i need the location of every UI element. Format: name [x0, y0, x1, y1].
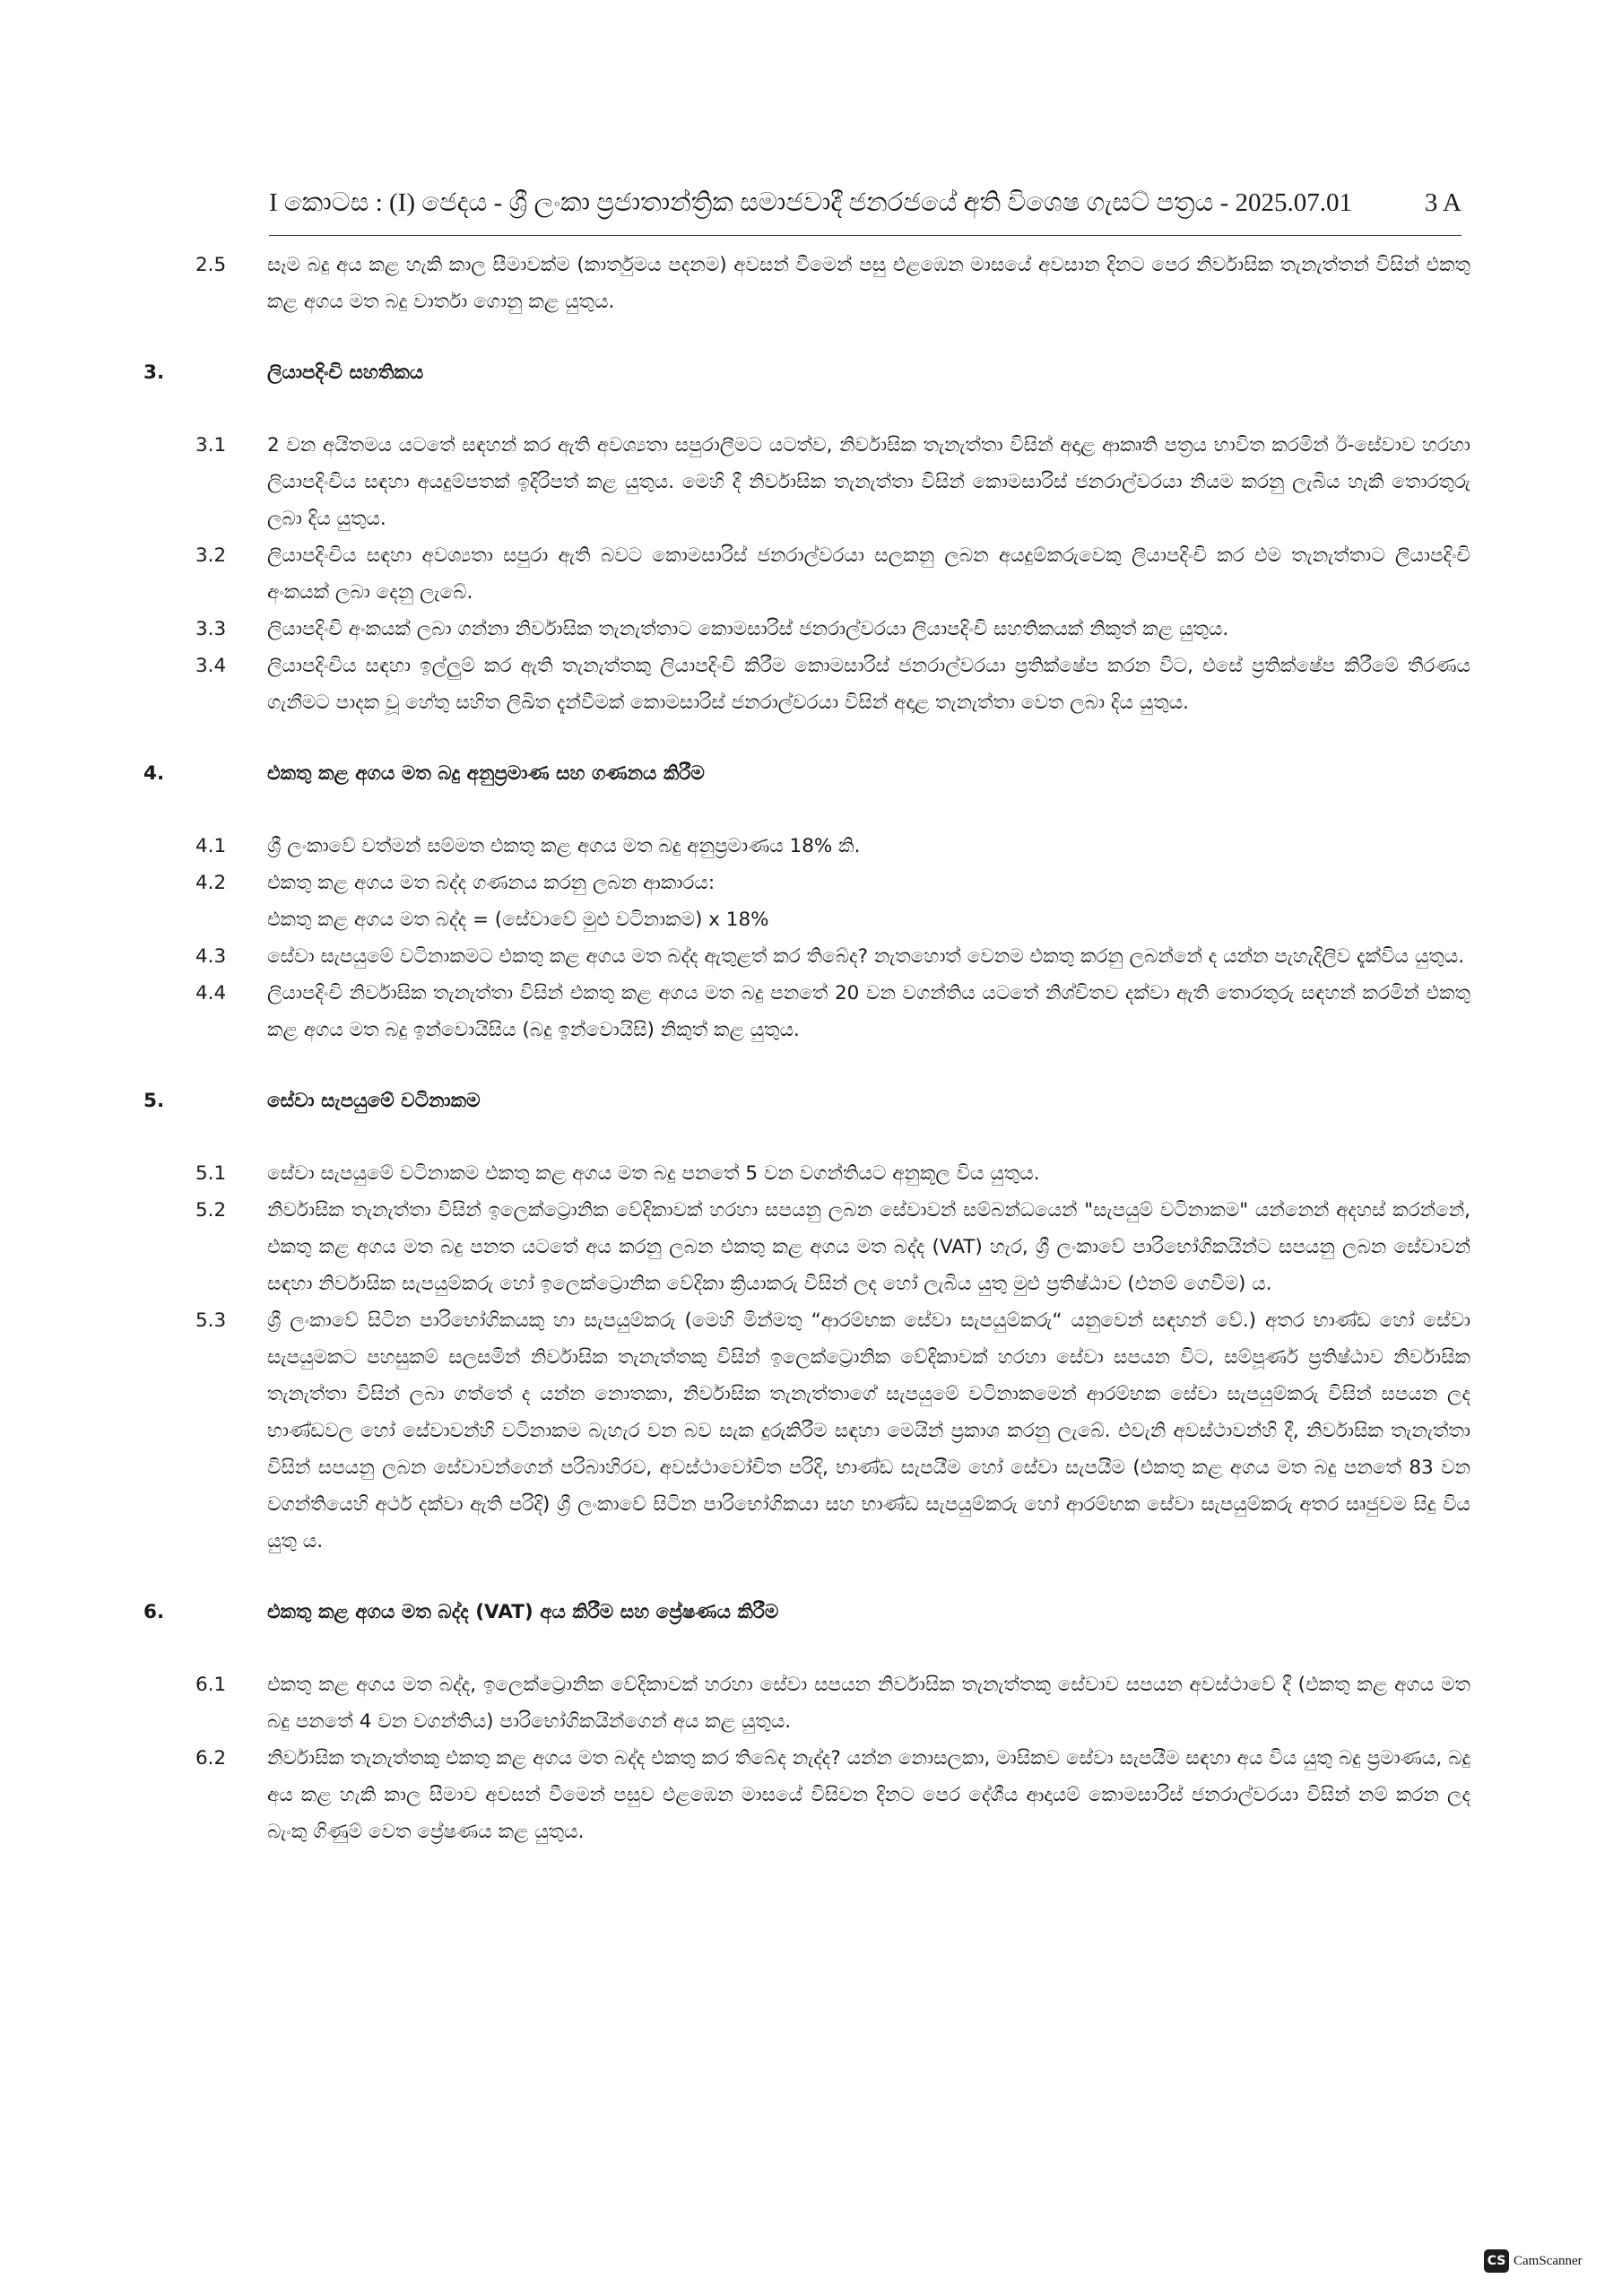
clause-item	[143, 427, 1470, 537]
clause-text: නිර්වාසික තැනැත්තකු එකතු කළ අගය මත බද්ද එකතු කර තිබේද නැද්ද? යන්න නොසලකා, මාසිකව සේවා සැපයීම සඳහා අය විය යුතු බදු ප්‍රමාණය, බදු අය කළ හැකි කාල සීමාව අවසන් වීමෙන් පසුව එළඹෙන මාසයේ විසිවන දිනට පෙර දේශීය ආදායම් කොමසාරිස් ජනරාල්වරයා විසින් නම් කරන ලද බැංකු ගිණුම් වෙත ප්‍රේෂණය කළ යුතුය.	[267, 1747, 1470, 1843]
clause-text: සේවා සැපයුමේ වටිනාකමට එකතු කළ අගය මත බද්ද ඇතුළත් කර තිබේද? නැතහොත් වෙනම එකතු කරනු ලබන්නේ ද යන්න පැහැදිලිව දැක්විය යුතුය.	[267, 945, 1465, 968]
clause-number: 3.2	[195, 544, 227, 567]
page-header	[269, 188, 1462, 218]
document-body	[143, 247, 1470, 1850]
clause-number: 5.1	[195, 1162, 227, 1185]
clause-text: ලියාපදිංචි අංකයක් ලබා ගන්නා නිර්වාසික තැනැත්තාට කොමසාරිස් ජනරාල්වරයා ලියාපදිංචි සහතිකයක් නිකුත් කළ යුතුය.	[267, 618, 1229, 640]
clause-text: සෑම බදු අය කළ හැකි කාල සීමාවක්ම (කාර්තුමය පදනම) අවසන් වීමෙන් පසු එළඹෙන මාසයේ අවසාන දිනට පෙර නිර්වාසික තැනැත්තන් විසින් එකතු කළ අගය මත බදු වාර්තා ගොනු කළ යුතුය.	[267, 254, 1470, 313]
clause-text: ලියාපදිංචිය සඳහා අවශ්‍යතා සපුරා ඇති බවට කොමසාරිස් ජනරාල්වරයා සලකනු ලබන අයදුම්කරුවෙකු ලියාපදිංචි කර එම තැනැත්තාට ලියාපදිංචි අංකයක් ලබා දෙනු ලැබේ.	[267, 544, 1470, 604]
clause-number: 3.3	[195, 618, 227, 640]
clause-item	[143, 901, 1470, 938]
camscanner-label: CamScanner	[1514, 2253, 1583, 2268]
clause-text: ශ්‍රී ලංකාවේ වත්මන් සම්මත එකතු කළ අගය මත බදු අනුප්‍රමාණය 18% කි.	[267, 835, 861, 857]
clause-item	[143, 1155, 1470, 1192]
clause-text: 2 වන අයිතමය යටතේ සඳහන් කර ඇති අවශ්‍යතා සපුරාලීමට යටත්ව, නිර්වාසික තැනැත්තා විසින් අදාළ ආකෘති පත්‍රය භාවිත කරමින් ඊ-සේවාව හරහා ලියාපදිංචිය සඳහා අයදුම්පතක් ඉදිරිපත් කළ යුතුය. මෙහි දී නිර්වාසික තැනැත්තා විසින් කොමසාරිස් ජනරාල්වරයා නියම කරනු ලැබිය හැකි තොරතුරු ලබා දිය යුතුය.	[267, 434, 1470, 530]
clause-text: එකතු කළ අගය මත බද්ද = (සේවාවේ මුළු වටිනාකම) x 18%	[267, 909, 769, 931]
clause-number: 4.3	[195, 945, 227, 968]
clause-text: සේවා සැපයුමේ වටිනාකම එකතු කළ අගය මත බදු පනතේ 5 වන වගන්තියට අනුකූල විය යුතුය.	[267, 1162, 1040, 1185]
clause-number: 2.5	[195, 254, 227, 276]
clause-item	[143, 1302, 1470, 1560]
section-number: 5.	[143, 1090, 165, 1112]
clause-number	[143, 901, 267, 938]
clause-number: 5.3	[195, 1309, 227, 1332]
clause-text: එකතු කළ අගය මත බද්ද, ඉලෙක්ට්‍රොනික වේදිකාවක් හරහා සේවා සපයන නිර්වාසික තැනැත්තකු සේවාව සපයන අවස්ථාවේ දී (එකතු කළ අගය මත බදු පනතේ 4 වන වගන්තිය) පාරිභෝගිකයින්ගෙන් අය කළ යුතුය.	[267, 1674, 1470, 1733]
section-title: එකතු කළ අගය මත බදු අනුප්‍රමාණ සහ ගණනය කිරීම	[267, 762, 705, 785]
clause-number: 5.2	[195, 1199, 227, 1222]
clause-item	[143, 865, 1470, 901]
section-number: 3.	[143, 361, 165, 384]
clause-text: එකතු කළ අගය මත බද්ද ගණනය කරනු ලබන ආකාරය:	[267, 872, 716, 894]
section-title: සේවා සැපයුමේ වටිනාකම	[267, 1090, 481, 1112]
clause-number: 6.1	[195, 1674, 227, 1696]
clause-item	[143, 537, 1470, 611]
header-divider	[269, 235, 1462, 236]
clause-number: 4.4	[195, 982, 227, 1004]
section-number: 4.	[143, 762, 165, 785]
clause-number: 4.2	[195, 872, 227, 894]
clause-text: ලියාපදිංචිය සඳහා ඉල්ලුම් කර ඇති තැනැත්තකු ලියාපදිංචි කිරීම කොමසාරිස් ජනරාල්වරයා ප්‍රතික්ෂේප කරන විට, එසේ ප්‍රතික්ෂේප කිරීමේ තීරණය ගැනීමට පාදක වූ හේතු සහිත ලිඛිත දැන්වීමක් කොමසාරිස් ජනරාල්වරයා විසින් අදාළ තැනැත්තා වෙත ලබා දිය යුතුය.	[267, 655, 1470, 714]
clause-number: 4.1	[195, 835, 227, 857]
clause-item	[143, 1192, 1470, 1302]
clause-item	[143, 1666, 1470, 1740]
clause-item	[143, 828, 1470, 865]
section-heading	[143, 1083, 1470, 1119]
header-title: I කොටස : (I) ජෙදය - ශ්‍රී ලංකා ප්‍රජාතාන්ත්‍රික සමාජවාදී ජනරජයේ අති විශෙෂ ගැසට් පත්‍රය - 2025.07.01	[269, 188, 1353, 217]
section-number: 6.	[143, 1601, 165, 1623]
clause-item	[143, 247, 1470, 320]
clause-text: ශ්‍රී ලංකාවේ සිටින පාරිභෝගිකයකු හා සැපයුම්කරු (මෙහි මින්මතු “ආරම්භක සේවා සැපයුම්කරු“ යනුවෙන් සඳහන් වේ.) අතර භාණ්ඩ හෝ සේවා සැපයුමකට පහසුකම් සලසමින් නිර්වාසික තැනැත්තකු විසින් ඉලෙක්ට්‍රොනික වේදිකාවක් හරහා සේවා සපයන විට, සම්පූර්ණ ප්‍රතිෂ්ඨාව නිර්වාසික තැනැත්තා විසින් ලබා ගත්තේ ද යන්න නොතකා, නිර්වාසික තැනැත්තාගේ සැපයුමේ වටිනාකමෙන් ආරම්භක සේවා සැපයුම්කරු විසින් සපයන ලද භාණ්ඩවල හෝ සේවාවන්හි වටිනාකම බැහැර වන බව සැක දුරුකිරීම සඳහා මෙයින් ප්‍රකාශ කරනු ලැබේ. එවැනි අවස්ථාවන්හි දී, නිර්වාසික තැනැත්තා විසින් සපයනු ලබන සේවාවන්ගෙන් පරිබාහිරව, අවස්ථාවෝචිත පරිදි, භාණ්ඩ සැපයීම හෝ සේවා සැපයීම (එකතු කළ අගය මත බදු පනතේ 83 වන වගන්තියෙහි අර්ථ දක්වා ඇති පරිදි) ශ්‍රී ලංකාවේ සිටින පාරිභෝගිකයා සහ භාණ්ඩ සැපයුම්කරු හෝ ආරම්භක සේවා සැපයුම්කරු අතර සෘජුවම සිදු විය යුතු ය.	[267, 1309, 1470, 1552]
section-heading	[143, 1594, 1470, 1631]
clause-number: 6.2	[195, 1747, 227, 1770]
section-heading	[143, 354, 1470, 391]
clause-item	[143, 975, 1470, 1048]
clause-item	[143, 611, 1470, 648]
page-number: 3 A	[1424, 188, 1462, 217]
section-title: ලියාපදිංචි සහතිකය	[267, 361, 424, 384]
clause-text: ලියාපදිංචි නිර්වාසික තැනැත්තා විසින් එකතු කළ අගය මත බදු පනතේ 20 වන වගන්තිය යටතේ නිශ්චිතව දක්වා ඇති තොරතුරු සඳහන් කරමින් එකතු කළ අගය මත බදු ඉන්වොයිසිය (බදු ඉන්වොයිසි) නිකුත් කළ යුතුය.	[267, 982, 1470, 1041]
clause-item	[143, 648, 1470, 721]
clause-text: නිර්වාසික තැනැත්තා විසින් ඉලෙක්ට්‍රොනික වේදිකාවක් හරහා සපයනු ලබන සේවාවන් සම්බන්ධයෙන් "සැපයුම් වටිනාකම" යන්නෙන් අදහස් කරන්නේ, එකතු කළ අගය මත බදු පනත යටතේ අය කරනු ලබන එකතු කළ අගය මත බද්ද (VAT) හැර, ශ්‍රී ලංකාවේ පාරිභෝගිකයින්ට සපයනු ලබන සේවාවන් සඳහා නිර්වාසික සැපයුම්කරු හෝ ඉලෙක්ට්‍රොනික වේදිකා ක්‍රියාකරු විසින් ලද හෝ ලැබිය යුතු මුළු ප්‍රතිෂ්ඨාව (එනම් ගෙවීම) ය.	[267, 1199, 1470, 1295]
clause-item	[143, 1740, 1470, 1850]
section-title: එකතු කළ අගය මත බද්ද (VAT) අය කිරීම සහ ප්‍රේෂණය කිරීම	[267, 1601, 779, 1623]
clause-number: 3.1	[195, 434, 227, 457]
clause-number: 3.4	[195, 655, 227, 677]
camscanner-watermark	[1484, 2249, 1583, 2273]
clause-item	[143, 938, 1470, 975]
camscanner-logo-icon: CS	[1484, 2249, 1509, 2273]
section-heading	[143, 755, 1470, 792]
